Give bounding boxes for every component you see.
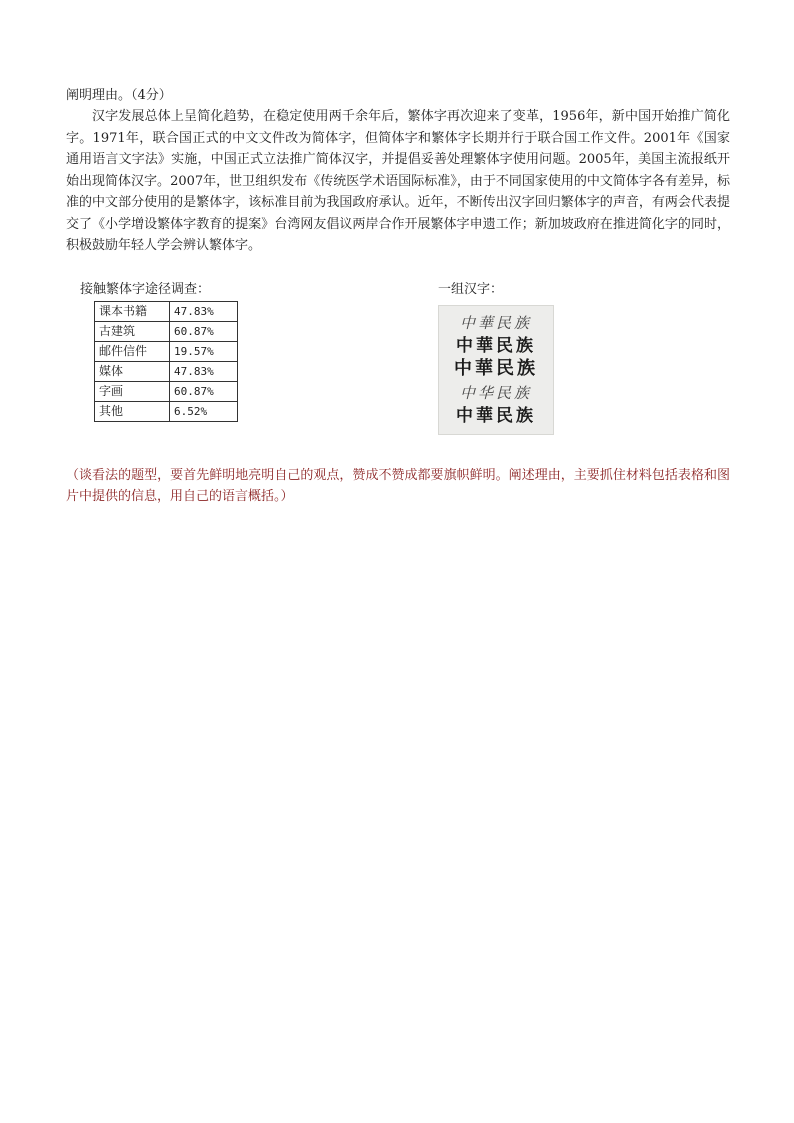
calligraphy-row: 中華民族 bbox=[456, 405, 536, 426]
table-row bbox=[95, 361, 238, 381]
table-row bbox=[95, 321, 238, 341]
question-heading: 阐明理由。（4分） bbox=[66, 88, 172, 103]
material-paragraph: 汉字发展总体上呈简化趋势，在稳定使用两千余年后，繁体字再次迎来了变革，1956年，新中国开始推广简化字。1971年，联合国正式的中文文件改为简体字，但简体字和繁体字长期并行于联合国工作文件。2001年《国家通用语言文字法》实施，中国正式立法推广简体汉字，并提倡妥善处理繁体字使用问题。2005年，美国主流报纸开始出现简体汉字。2007年，世卫组织发布《传统医学术语国际标准》，由于不同国家使用的中文简体字各有差异，标准的中文部分使用的是繁体字，该标准目前为我国政府承认。近年，不断传出汉字回归繁体字的声音，有两会代表提交了《小学增设繁体字教育的提案》台湾网友倡议两岸合作开展繁体字申遗工作；新加坡政府在推进简化字的同时，积极鼓励年轻人学会辨认繁体字。 bbox=[66, 109, 730, 253]
table-row bbox=[95, 401, 238, 421]
table-cell-category: 邮件信件 bbox=[95, 341, 170, 361]
table-cell-value: 19.57% bbox=[170, 341, 238, 361]
calligraphy-row: 中華民族 bbox=[456, 336, 536, 357]
character-group-section bbox=[438, 281, 588, 435]
table-cell-category: 课本书籍 bbox=[95, 301, 170, 321]
materials-row bbox=[66, 281, 730, 451]
table-row bbox=[95, 301, 238, 321]
table-cell-category: 古建筑 bbox=[95, 321, 170, 341]
survey-section bbox=[80, 281, 240, 422]
survey-title: 接触繁体字途径调查： bbox=[80, 281, 211, 297]
calligraphy-image bbox=[438, 305, 554, 435]
survey-table bbox=[94, 301, 238, 422]
answer-hint-note: （谈看法的题型，要首先鲜明地亮明自己的观点，赞成不赞成都要旗帜鲜明。阐述理由，主要抓住材料包括表格和图片中提供的信息，用自己的语言概括。） bbox=[66, 467, 730, 504]
character-group-title: 一组汉字： bbox=[438, 281, 504, 297]
calligraphy-row: 中華民族 bbox=[459, 314, 532, 333]
table-row bbox=[95, 381, 238, 401]
table-cell-value: 60.87% bbox=[170, 321, 238, 341]
calligraphy-row: 中华民族 bbox=[459, 383, 532, 402]
question-block bbox=[66, 86, 730, 507]
table-cell-value: 6.52% bbox=[170, 401, 238, 421]
table-row bbox=[95, 341, 238, 361]
calligraphy-row: 中華民族 bbox=[454, 358, 538, 380]
table-cell-value: 60.87% bbox=[170, 381, 238, 401]
table-cell-category: 其他 bbox=[95, 401, 170, 421]
table-cell-value: 47.83% bbox=[170, 301, 238, 321]
table-cell-category: 字画 bbox=[95, 381, 170, 401]
table-cell-value: 47.83% bbox=[170, 361, 238, 381]
table-cell-category: 媒体 bbox=[95, 361, 170, 381]
